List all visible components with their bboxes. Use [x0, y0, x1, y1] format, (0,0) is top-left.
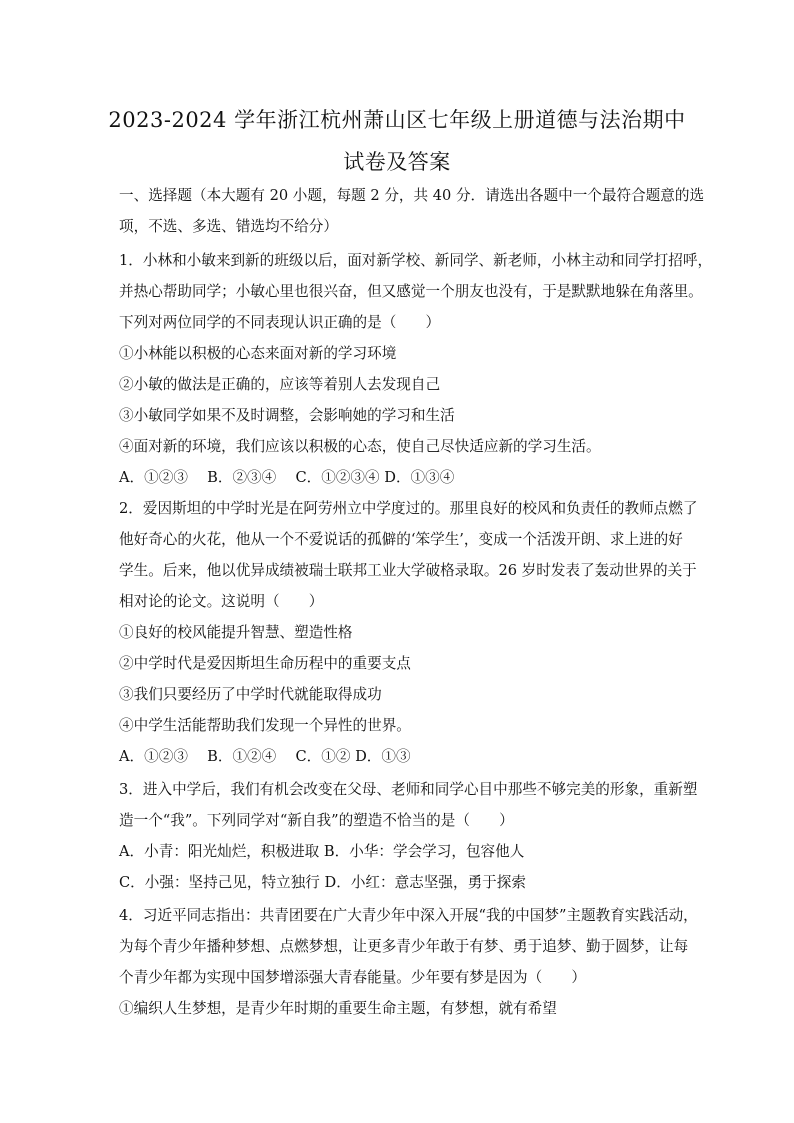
question-3-stem: 造一个“我”。下列同学对“新自我”的塑造不恰当的是（ ）	[119, 812, 514, 829]
question-1-stem: 下列对两位同学的不同表现认识正确的是（ ）	[119, 314, 441, 331]
question-3-stem: 3．进入中学后，我们有机会改变在父母、老师和同学心目中那些不够完美的形象，重新塑	[119, 781, 698, 798]
question-4-stem: 个青少年都为实现中国梦增添强大青春能量。少年要有梦是因为（ ）	[119, 969, 587, 986]
question-1-stem: 1．小林和小敏来到新的班级以后，面对新学校、新同学、新老师，小林主动和同学打招呼，	[119, 252, 713, 269]
section-heading-cont: 项，不选、多选、错选均不给分）	[119, 218, 338, 235]
question-1-options: A．①②③ B．②③④ C．①②③④ D．①③④	[119, 469, 455, 486]
question-1-statement: ②小敏的做法是正确的，应该等着别人去发现自己	[119, 376, 441, 393]
question-1-statement: ④面对新的环境，我们应该以积极的心态，使自己尽快适应新的学习生活。	[119, 438, 601, 455]
question-2-statement: ①良好的校风能提升智慧、塑造性格	[119, 624, 353, 641]
question-2-statement: ②中学时代是爱因斯坦生命历程中的重要支点	[119, 655, 411, 672]
question-2-stem: 2．爱因斯坦的中学时光是在阿劳州立中学度过的。那里良好的校风和负责任的教师点燃了	[119, 500, 698, 517]
question-3-options: C．小强：坚持己见，特立独行 D．小红：意志坚强，勇于探索	[119, 874, 526, 891]
question-2-options: A．①②③ B．①②④ C．①② D．①③	[119, 748, 411, 765]
document-title-line-1: 2023-2024 学年浙江杭州萧山区七年级上册道德与法治期中	[108, 108, 686, 132]
document-title-line-2: 试卷及答案	[343, 150, 451, 174]
question-1-stem: 并热心帮助同学；小敏心里也很兴奋，但又感觉一个朋友也没有，于是默默地躲在角落里。	[119, 283, 703, 300]
question-4-stem: 为每个青少年播种梦想、点燃梦想，让更多青少年敢于有梦、勇于追梦、勤于圆梦，让每	[119, 938, 689, 955]
question-2-stem: 他好奇心的火花，他从一个不爱说话的孤僻的‘笨学生’，变成一个活泼开朗、求上进的好	[119, 531, 683, 548]
question-2-statement: ③我们只要经历了中学时代就能取得成功	[119, 686, 382, 703]
question-4-stem: 4．习近平同志指出：共青团要在广大青少年中深入开展“我的中国梦”主题教育实践活动，	[119, 907, 698, 924]
question-2-statement: ④中学生活能帮助我们发现一个异性的世界。	[119, 717, 411, 734]
question-1-statement: ③小敏同学如果不及时调整，会影响她的学习和生活	[119, 407, 455, 424]
section-heading: 一、选择题（本大题有 20 小题，每题 2 分，共 40 分．请选出各题中一个最符合题意的选	[119, 187, 705, 204]
question-2-stem: 相对论的论文。这说明（ ）	[119, 593, 324, 610]
question-3-options: A．小青：阳光灿烂，积极进取 B．小华：学会学习，包容他人	[119, 843, 525, 860]
question-2-stem: 学生。后来，他以优异成绩被瑞士联邦工业大学破格录取。26 岁时发表了轰动世界的关于	[119, 562, 697, 579]
question-4-statement: ①编织人生梦想，是青少年时期的重要生命主题，有梦想，就有希望	[119, 1000, 557, 1017]
question-1-statement: ①小林能以积极的心态来面对新的学习环境	[119, 345, 397, 362]
